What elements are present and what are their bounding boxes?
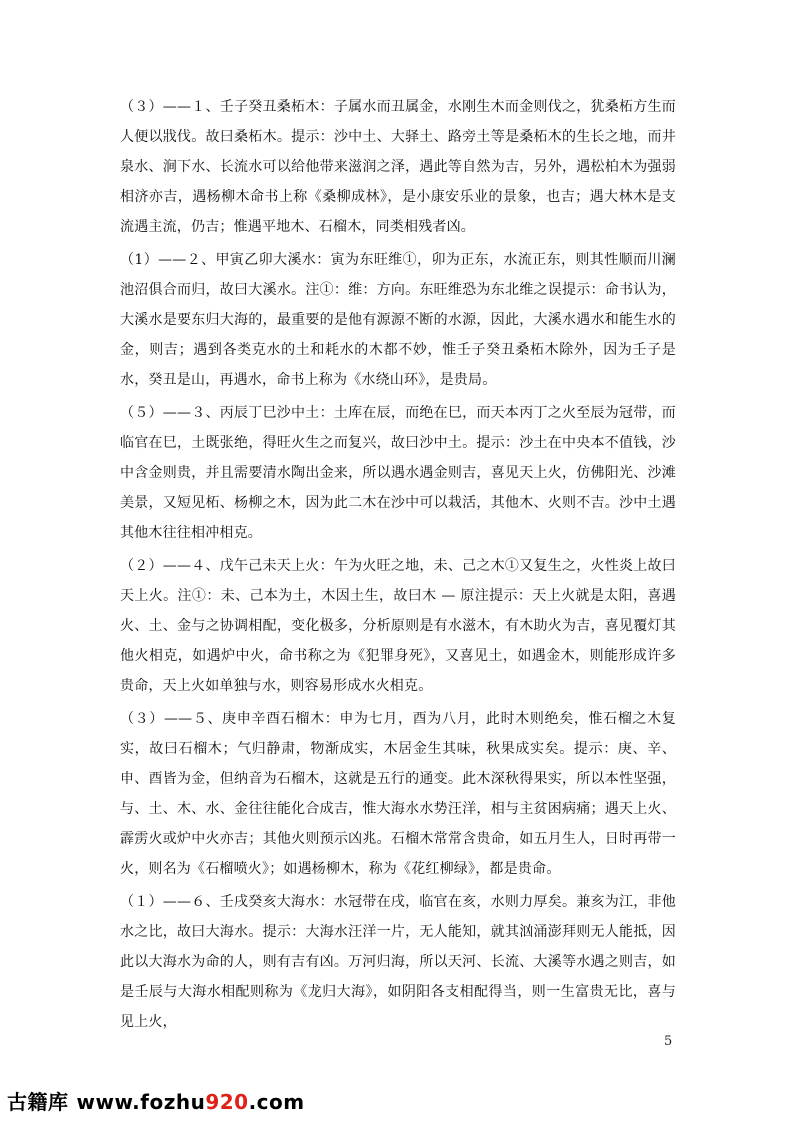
paragraph-2: （1）——２、甲寅乙卯大溪水：寅为东旺维①，卯为正东，水流正东，则其性顺而川澜池沼俱合而归，故曰大溪水。注①：维：方向。东旺维恐为东北维之误提示：命书认为，大溪水是要东归大海的，最重要的是他有源源不断的水源，因此，大溪水遇水和能生水的金，则吉；遇到各类克水的土和耗水的木都不妙，惟壬子癸丑桑柘木除外，因为壬子是水，癸丑是山，再遇水，命书上称为《水绕山环》，是贵局。 — [120, 252, 676, 388]
paragraph-1: （３）——１、壬子癸丑桑柘木：子属水而丑属金，水刚生木而金则伐之，犹桑柘方生而人便以戕伐。故曰桑柘木。提示：沙中土、大驿土、路旁土等是桑柘木的生长之地，而井泉水、涧下水、长流水可以给他带来滋润之泽，遇此等自然为吉，另外，遇松柏木为强弱相济亦吉，遇杨柳木命书上称《桑柳成林》，是小康安乐业的景象，也吉；遇大林木是支流遇主流，仍吉；惟遇平地木、石榴木，同类相残者凶。 — [120, 99, 676, 235]
paragraph-5: （３）——５、庚申辛酉石榴木：申为七月，酉为八月，此时木则绝矣，惟石榴之木复实，故曰石榴木；气归静肃，物渐成实，木居金生其味，秋果成实矣。提示：庚、辛、申、酉皆为金，但纳音为石榴木，这就是五行的通变。此木深秋得果实，所以本性坚强，与、土、木、水、金往往能化合成吉，惟大海水水势汪洋，相与主贫困病痛；遇天上火、霹雳火或炉中火亦吉；其他火则预示凶兆。石榴木常常含贵命，如五月生人，日时再带一火，则名为《石榴喷火》；如遇杨柳木，称为《花红柳绿》，都是贵命。 — [120, 711, 676, 877]
watermark-url-suffix: .com — [248, 1090, 305, 1114]
paragraph-6: （１）——６、壬戌癸亥大海水：水冠带在戌，临官在亥，水则力厚矣。兼亥为江，非他水之比，故曰大海水。提示：大海水汪洋一片，无人能知，就其汹涌澎拜则无人能抵，因此以大海水为命的人，则有吉有凶。万河归海，所以天河、长流、大溪等水遇之则吉，如是壬辰与大海水相配则称为《龙归大海》，如阴阳各支相配得当，则一生富贵无比，喜与见上火， — [120, 894, 676, 1030]
paragraph-4: （２）——４、戊午己未天上火：午为火旺之地，未、己之木①又复生之，火性炎上故曰天上火。注①：未、己本为土，木因土生，故曰木 — 原注提示：天上火就是太阳，喜遇火、土、金与之协调相配，变化极多，分析原则是有水滋木，有木助火为吉，喜见覆灯其他火相克，如遇炉中火，命书称之为《犯罪身死》，又喜见土，如遇金木，则能形成许多贵命，天上火如单独与水，则容易形成水火相克。 — [120, 558, 676, 694]
watermark-site-name: 古籍库 — [7, 1090, 69, 1114]
watermark-url-number: 920 — [205, 1090, 249, 1114]
paragraph-3: （５）——３、丙辰丁巳沙中土：土库在辰，而绝在巳，而天本丙丁之火至辰为冠带，而临官在巳，土既张绝，得旺火生之而复兴，故曰沙中土。提示：沙土在中央本不值钱，沙中含金则贵，并且需要清水陶出金来，所以遇水遇金则吉，喜见天上火，仿佛阳光、沙滩美景，又短见柘、杨柳之木，因为此二木在沙中可以栽活，其他木、火则不吉。沙中土遇其他木往往相冲相克。 — [120, 405, 676, 541]
watermark-url-prefix: www.fozhu — [76, 1090, 206, 1114]
page-number: 5 — [664, 1034, 673, 1049]
site-watermark — [7, 1086, 305, 1115]
page-content — [120, 92, 676, 1040]
